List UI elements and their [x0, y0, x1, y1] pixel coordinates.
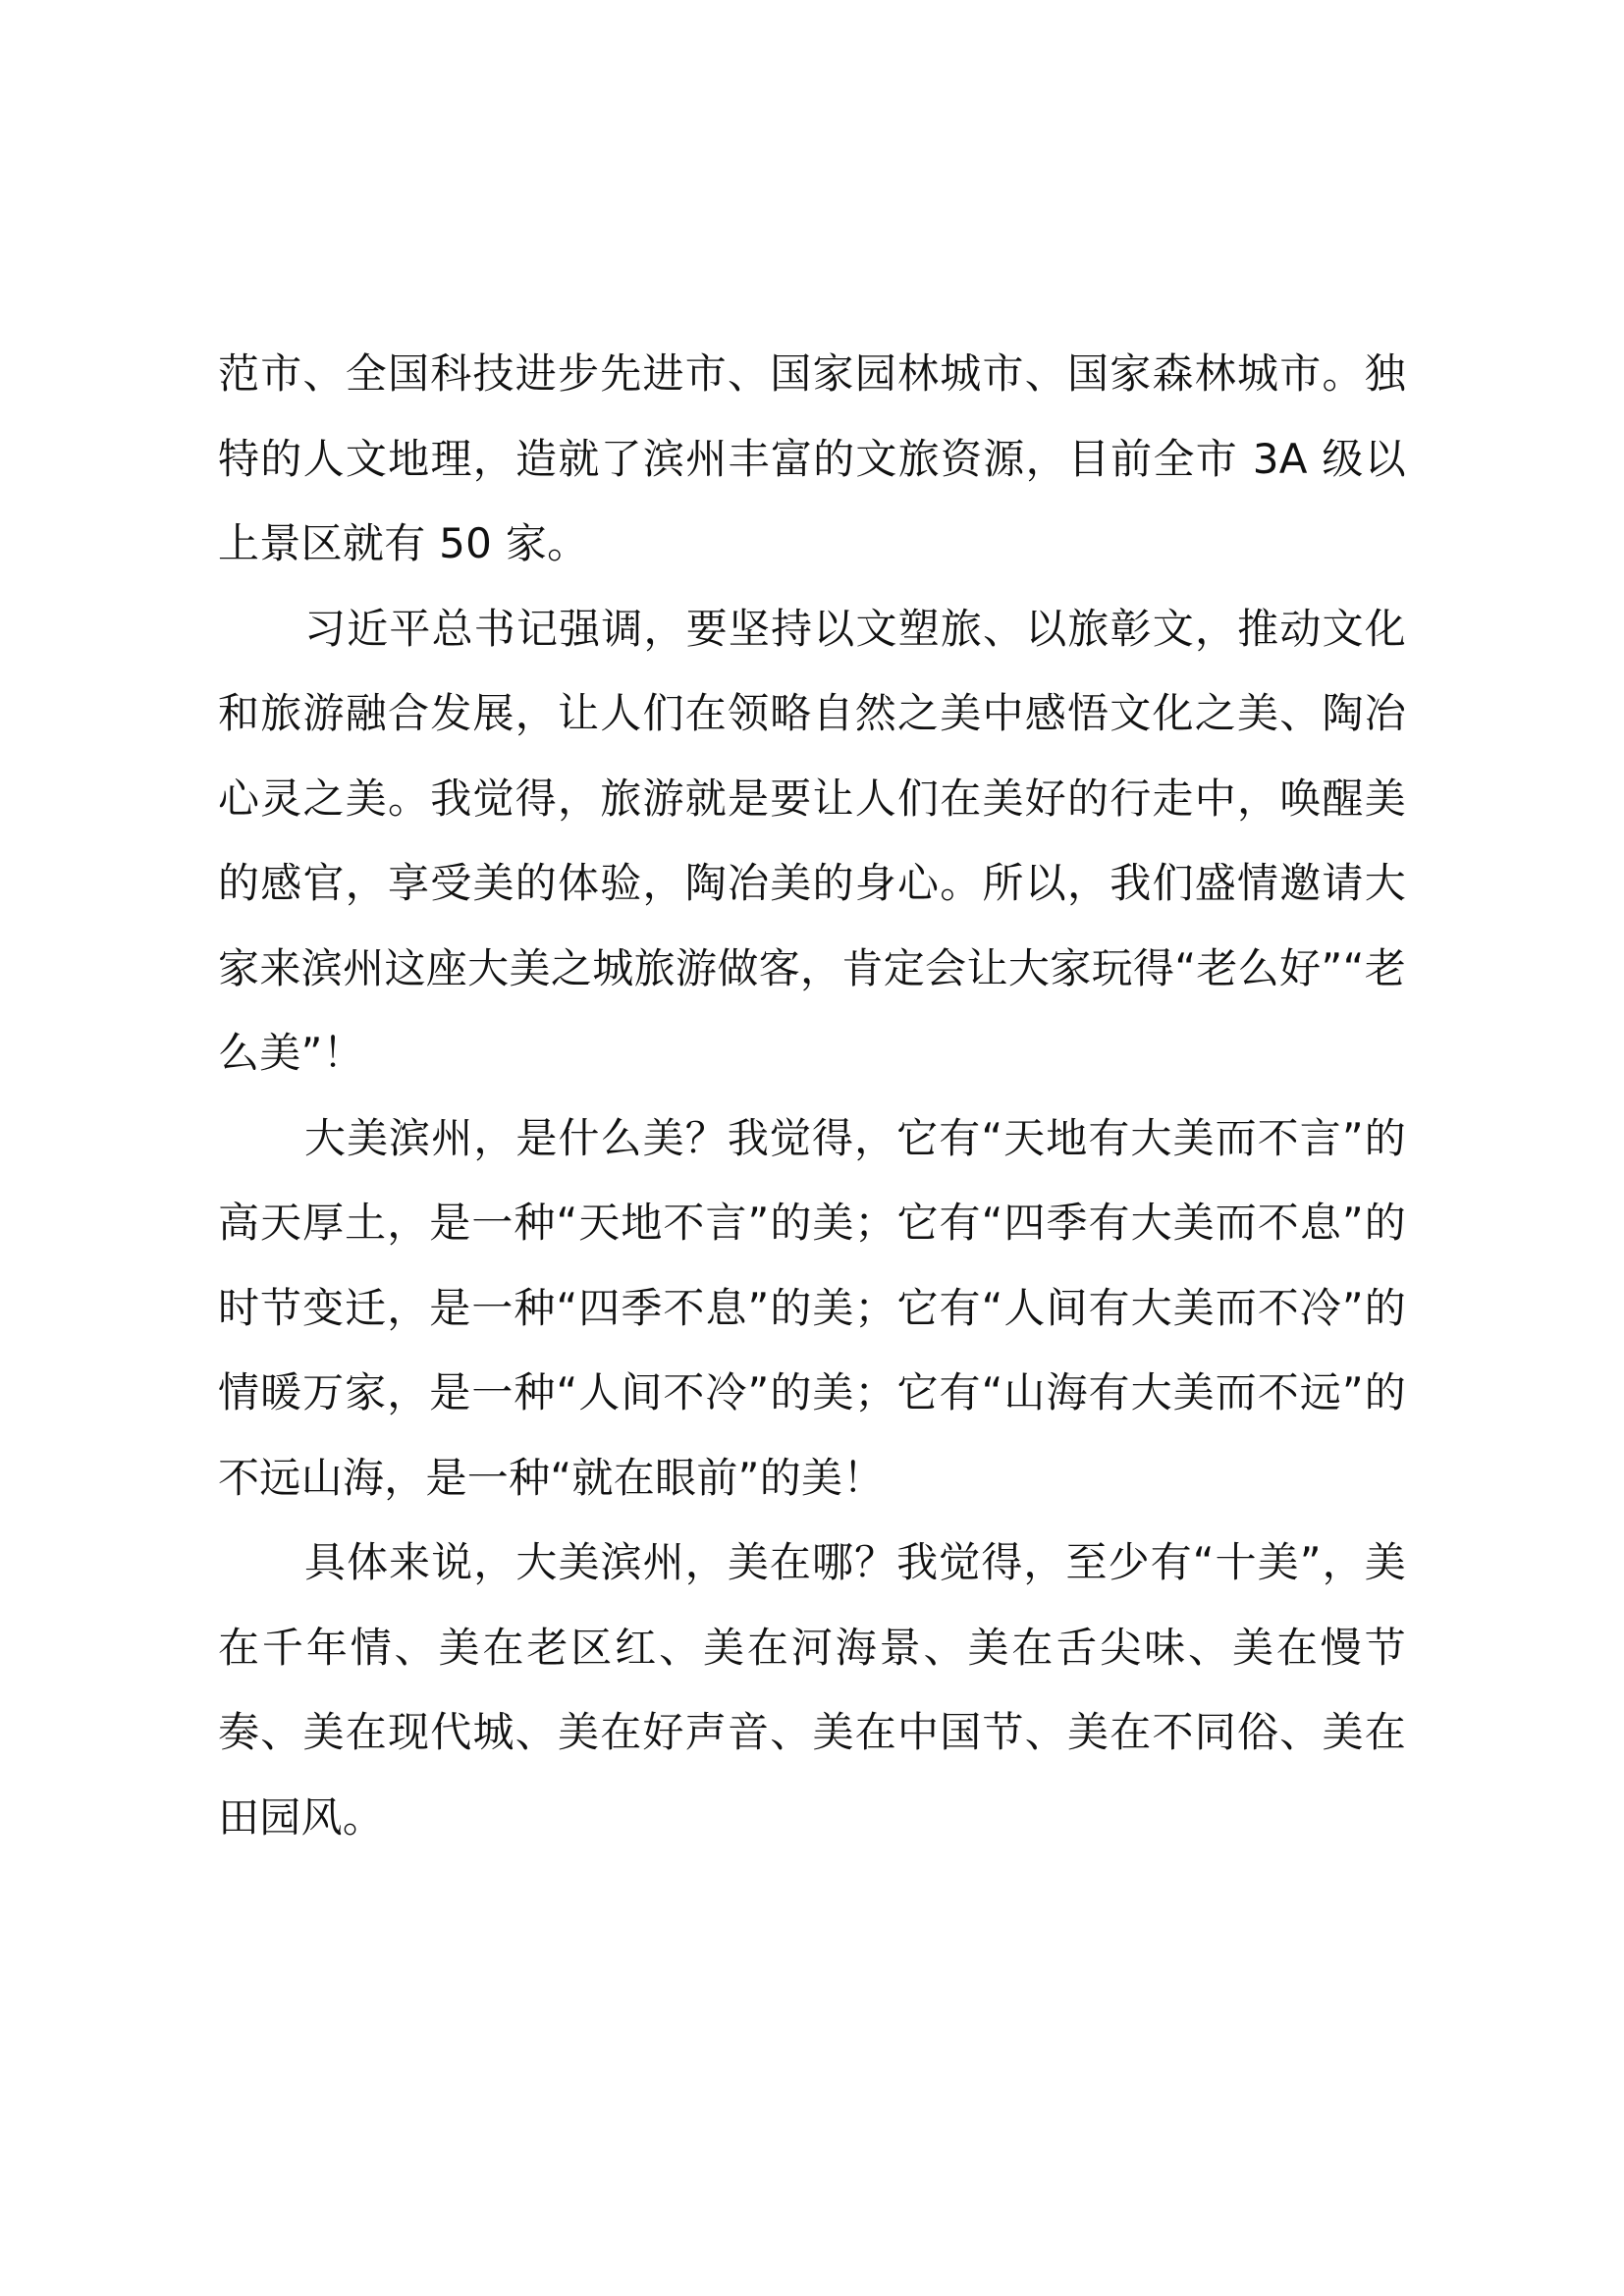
paragraph-ten-beauties: 具体来说，大美滨州，美在哪？我觉得，至少有“十美”，美在千年情、美在老区红、美在河海景、美在舌尖味、美在慢节奏、美在现代城、美在好声音、美在中国节、美在不同俗、美在田园风。 [218, 1538, 1406, 1842]
paragraph-what-beauty: 大美滨州，是什么美？我觉得，它有“天地有大美而不言”的高天厚土，是一种“天地不言”的美；它有“四季有大美而不息”的时节变迁，是一种“四季不息”的美；它有“人间有大美而不冷”的情暖万家，是一种“人间不冷”的美；它有“山海有大美而不远”的不远山海，是一种“就在眼前”的美！ [218, 1113, 1406, 1502]
paragraph-culture-tourism: 习近平总书记强调，要坚持以文塑旅、以旅彰文，推动文化和旅游融合发展，让人们在领略自然之美中感悟文化之美、陶冶心灵之美。我觉得，旅游就是要让人们在美好的行走中，唤醒美的感官，享受美的体验，陶冶美的身心。所以，我们盛情邀请大家来滨州这座大美之城旅游做客，肯定会让大家玩得“老么好”“老么美”！ [218, 604, 1406, 1077]
body-text [218, 332, 1406, 1860]
paragraph-continuation: 范市、全国科技进步先进市、国家园林城市、国家森林城市。独特的人文地理，造就了滨州丰富的文旅资源，目前全市 3A 级以上景区就有 50 家。 [218, 349, 1406, 567]
